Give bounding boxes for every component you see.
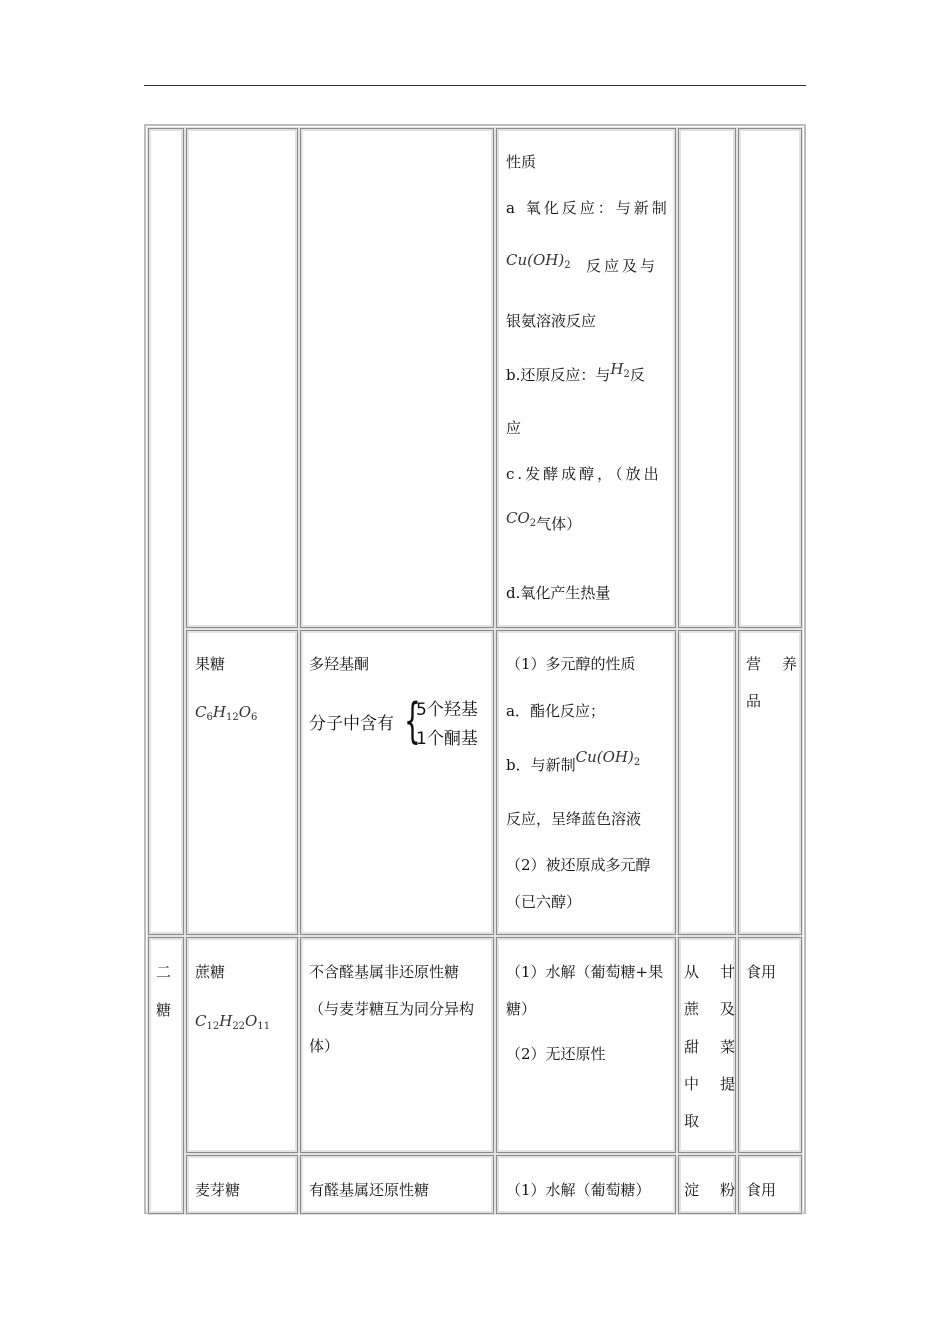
category-line1: 二 bbox=[156, 963, 172, 981]
sucrose-structure-line3: 体） bbox=[309, 1037, 340, 1055]
category-line2: 糖 bbox=[156, 1001, 172, 1019]
fructose-structure-item2: 1个酮基 bbox=[416, 729, 478, 749]
cell-fructose-use bbox=[738, 630, 802, 935]
glucose-props-b-line2: 应 bbox=[506, 419, 522, 437]
glucose-props-d: d.氧化产生热量 bbox=[506, 584, 611, 602]
cell-glucose-use bbox=[738, 128, 802, 628]
sucrose-use: 食用 bbox=[746, 963, 777, 981]
maltose-use: 食用 bbox=[746, 1181, 777, 1199]
sucrose-source-line2: 蔗 及 bbox=[684, 1000, 739, 1018]
sucrose-source-line4: 中 提 bbox=[684, 1075, 739, 1093]
glucose-props-title: 性质 bbox=[506, 153, 537, 171]
fructose-props-2: （2）被还原成多元醇 bbox=[506, 856, 651, 874]
cell-glucose-name bbox=[186, 128, 298, 628]
sucrose-formula: $C_{12}H_{22}O_{11}$ bbox=[195, 1012, 271, 1032]
curly-brace-icon: { bbox=[404, 693, 421, 749]
sucrose-source-line1: 从 甘 bbox=[684, 963, 739, 981]
glucose-props-c-line2: $CO_2$气体） bbox=[506, 509, 582, 533]
maltose-source: 淀 粉 bbox=[684, 1181, 739, 1199]
sucrose-structure-line2: （与麦芽糖互为同分异构 bbox=[309, 1000, 475, 1018]
fructose-props-1: （1）多元醇的性质 bbox=[506, 655, 636, 673]
cell-glucose-source bbox=[678, 128, 736, 628]
fructose-use-line2: 品 bbox=[746, 692, 762, 710]
fructose-structure-item1: 5个羟基 bbox=[416, 700, 478, 720]
sucrose-props-2: （2）无还原性 bbox=[506, 1045, 606, 1063]
glucose-props-a-formula: $Cu(OH)_2$ bbox=[506, 251, 571, 271]
glucose-props-c-line1: c.发酵成醇，（放出 bbox=[506, 465, 662, 483]
glucose-props-a-line3: 银氨溶液反应 bbox=[506, 312, 597, 330]
fructose-formula: $C_6H_{12}O_6$ bbox=[195, 703, 258, 723]
glucose-props-a-line1: a 氧化反应：与新制 bbox=[506, 199, 670, 217]
cell-fructose-name bbox=[186, 630, 298, 935]
sucrose-source-line5: 取 bbox=[684, 1112, 700, 1130]
sucrose-structure-line1: 不含醛基属非还原性糖 bbox=[309, 963, 460, 981]
fructose-name: 果糖 bbox=[195, 655, 226, 673]
maltose-structure: 有醛基属还原性糖 bbox=[309, 1181, 430, 1199]
fructose-props-a: a．酯化反应； bbox=[506, 702, 605, 720]
glucose-props-a-line2: 反应及与 bbox=[586, 257, 659, 275]
maltose-props-1: （1）水解（葡萄糖） bbox=[506, 1181, 651, 1199]
cell-fructose-source bbox=[678, 630, 736, 935]
header-rule bbox=[144, 85, 806, 86]
fructose-props-2b: （已六醇） bbox=[506, 893, 582, 911]
cell-category-monosaccharide bbox=[148, 128, 184, 935]
fructose-structure-prefix: 分子中含有 bbox=[309, 714, 394, 734]
sucrose-source-line3: 甜 菜 bbox=[684, 1038, 739, 1056]
sucrose-name: 蔗糖 bbox=[195, 963, 226, 981]
fructose-structure-title: 多羟基酮 bbox=[309, 655, 370, 673]
cell-fructose-properties bbox=[496, 630, 676, 935]
fructose-props-b: b．与新制$Cu(OH)_2$ bbox=[506, 748, 641, 774]
maltose-name: 麦芽糖 bbox=[195, 1181, 241, 1199]
fructose-use-line1: 营 养 bbox=[746, 655, 801, 673]
glucose-props-b: b.还原反应：与$H_2$反 bbox=[506, 360, 645, 384]
sucrose-props-1: （1）水解（葡萄糖+果 bbox=[506, 963, 664, 981]
sucrose-props-1b: 糖） bbox=[506, 1000, 537, 1018]
cell-glucose-structure bbox=[300, 128, 494, 628]
cell-fructose-structure bbox=[300, 630, 494, 935]
fructose-props-b2: 反应，呈绛蓝色溶液 bbox=[506, 810, 642, 828]
